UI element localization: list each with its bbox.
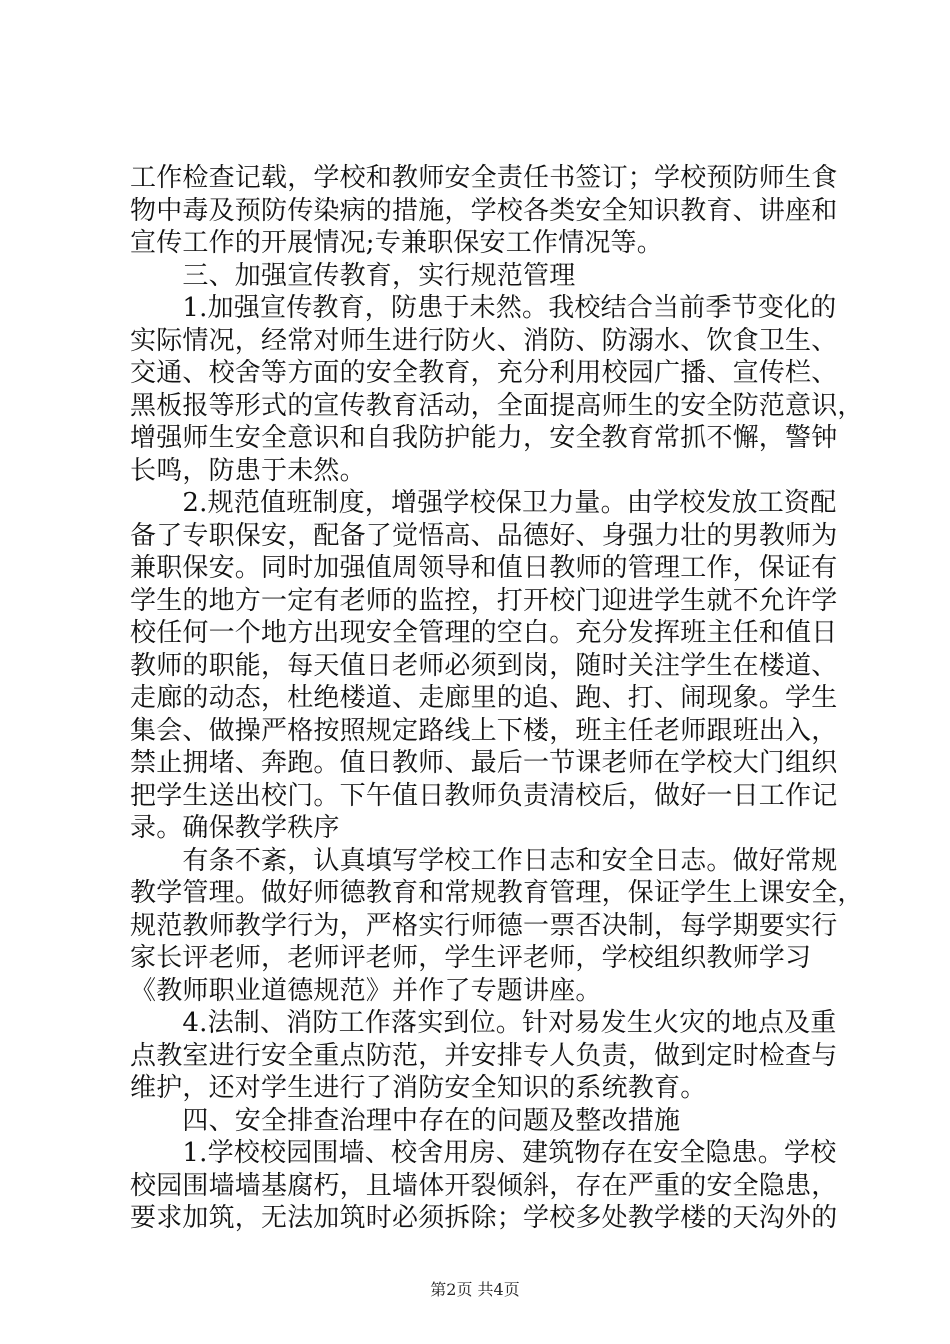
text-line: 工作检查记载，学校和教师安全责任书签订；学校预防师生食 <box>130 163 838 193</box>
page-footer <box>0 1280 950 1300</box>
text-line: 黑板报等形式的宣传教育活动，全面提高师生的安全防范意识， <box>130 390 864 421</box>
text-line: 备了专职保安，配备了觉悟高、品德好、身强力壮的男教师为 <box>130 520 838 551</box>
text-line: 兼职保安。同时加强值周领导和值日教师的管理工作，保证有 <box>130 553 838 583</box>
text-line: 长鸣，防患于未然。 <box>130 455 366 486</box>
text-line: 物中毒及预防传染病的措施，学校各类安全知识教育、讲座和 <box>130 195 838 226</box>
text-line: 增强师生安全意识和自我防护能力，安全教育常抓不懈，警钟 <box>130 423 838 453</box>
text-line: 1.学校校园围墙、校舍用房、建筑物存在安全隐患。学校 <box>130 1138 837 1168</box>
text-line: 集会、做操严格按照规定路线上下楼，班主任老师跟班出入， <box>130 715 838 746</box>
text-line: 校园围墙墙基腐朽，且墙体开裂倾斜，存在严重的安全隐患， <box>130 1170 838 1201</box>
page-number-label: 第2页 共4页 <box>430 1280 520 1299</box>
text-line: 1.加强宣传教育，防患于未然。我校结合当前季节变化的 <box>130 293 837 323</box>
text-line: 实际情况，经常对师生进行防火、消防、防溺水、饮食卫生、 <box>130 325 838 356</box>
text-line: 4.法制、消防工作落实到位。针对易发生火灾的地点及重 <box>130 1008 837 1038</box>
text-line: 2.规范值班制度，增强学校保卫力量。由学校发放工资配 <box>130 488 837 518</box>
text-line: 禁止拥堵、奔跑。值日教师、最后一节课老师在学校大门组织 <box>130 748 838 778</box>
text-line: 把学生送出校门。下午值日教师负责清校后，做好一日工作记 <box>130 780 838 811</box>
text-line: 校任何一个地方出现安全管理的空白。充分发挥班主任和值日 <box>130 618 838 648</box>
section-heading: 三、加强宣传教育，实行规范管理 <box>130 260 576 291</box>
text-line: 教师的职能，每天值日老师必须到岗，随时关注学生在楼道、 <box>130 650 838 681</box>
text-line: 宣传工作的开展情况;专兼职保安工作情况等。 <box>130 228 663 258</box>
text-line: 规范教师教学行为，严格实行师德一票否决制，每学期要实行 <box>130 910 838 941</box>
text-line: 有条不紊，认真填写学校工作日志和安全日志。做好常规 <box>130 845 838 876</box>
text-line: 交通、校舍等方面的安全教育，充分利用校园广播、宣传栏、 <box>130 358 838 388</box>
text-line: 教学管理。做好师德教育和常规教育管理，保证学生上课安全， <box>130 878 864 908</box>
text-line: 维护，还对学生进行了消防安全知识的系统教育。 <box>130 1073 707 1103</box>
text-line: 点教室进行安全重点防范，并安排专人负责，做到定时检查与 <box>130 1040 838 1071</box>
document-body <box>130 162 864 1235</box>
text-line: 学生的地方一定有老师的监控，打开校门迎进学生就不允许学 <box>130 585 838 616</box>
text-line: 家长评老师，老师评老师，学生评老师，学校组织教师学习 <box>130 943 812 973</box>
text-line: 录。确保教学秩序 <box>130 813 340 843</box>
text-line: 《教师职业道德规范》并作了专题讲座。 <box>130 975 602 1006</box>
text-line: 走廊的动态，杜绝楼道、走廊里的追、跑、打、闹现象。学生 <box>130 683 838 713</box>
section-heading: 四、安全排查治理中存在的问题及整改措施 <box>130 1105 681 1136</box>
text-line: 要求加筑，无法加筑时必须拆除；学校多处教学楼的天沟外的 <box>130 1203 838 1233</box>
